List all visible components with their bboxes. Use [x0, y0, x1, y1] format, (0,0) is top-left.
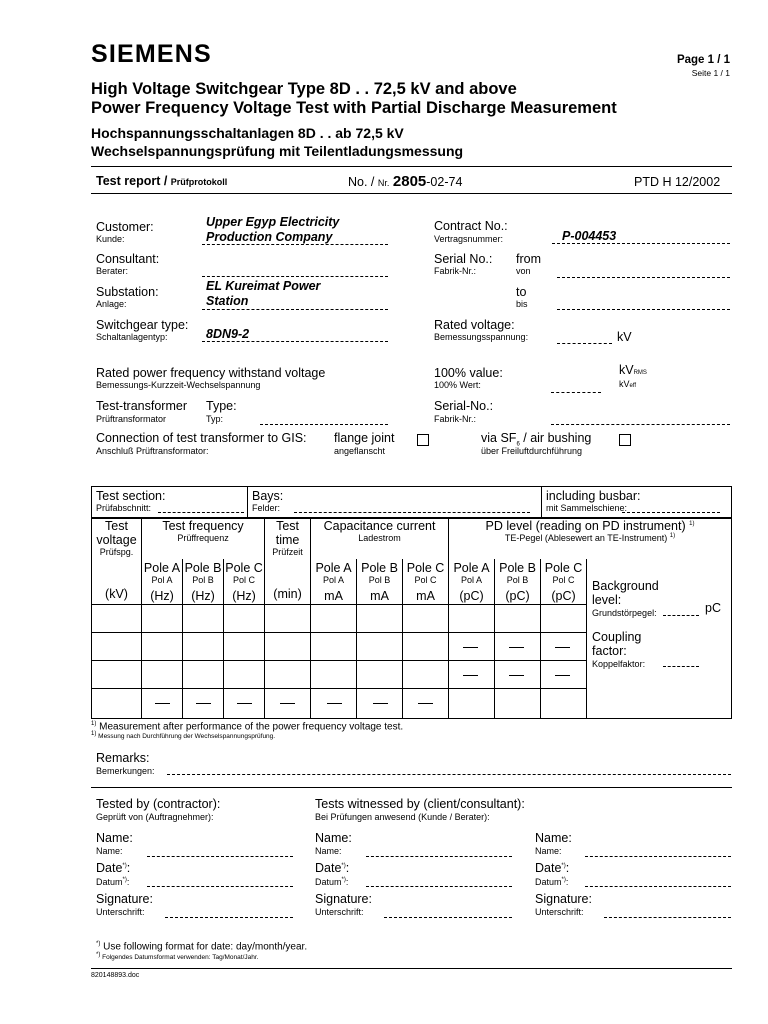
pd-pole-a: Pole A Pol A (pC) [449, 559, 495, 605]
via-label: via $SF_6$ / air bushing [481, 431, 592, 448]
substation-value-line2: Station [206, 294, 249, 308]
measurement-table [91, 518, 732, 719]
from-label: from [516, 252, 541, 266]
flange-checkbox[interactable] [417, 434, 429, 446]
flange-label-de: angeflanscht [334, 446, 386, 456]
flange-label: flange joint [334, 431, 395, 445]
connection-label: Connection of test transformer to GIS: [96, 431, 307, 445]
empty-dash [463, 647, 478, 648]
doc-filename: 820148893.doc [91, 972, 140, 979]
test-time-header: Test time Prüfzeit [265, 519, 311, 559]
customer-label-de: Kunde: [96, 234, 125, 244]
test-section-underline [158, 512, 244, 513]
busbar-underline [622, 512, 720, 513]
contract-underline [552, 243, 730, 244]
page-number: Page 1 / 1 [676, 54, 730, 66]
rated-voltage-underline [557, 343, 612, 344]
tested-by-label: Tested by (contractor): [96, 797, 221, 811]
empty-dash [155, 703, 170, 704]
date-format-note: *) Use following format for date: day/month/year. [96, 941, 308, 953]
cap-pole-b: Pole B Pol B mA [357, 559, 403, 605]
rated-pf-label-de: Bemessungs-Kurzzeit-Wechselspannung [96, 380, 261, 390]
test-section-table [91, 486, 732, 518]
signature-label-2: Signature: [315, 892, 372, 906]
empty-dash [555, 675, 570, 676]
footnote: $^{1)}$ Measurement after performance of the power frequency voltage test. [91, 721, 404, 733]
bays-underline [294, 512, 530, 513]
to-label: to [516, 285, 527, 299]
footnote-de: $^{1)}$ Messung nach Durchführung der Wechselspannungsprüfung. [91, 731, 276, 741]
customer-value-line1: Upper Egyp Electricity [206, 215, 340, 229]
date-label-3: Date*): [535, 861, 570, 875]
title-line1: High Voltage Switchgear Type 8D . . 72,5 kV and above [91, 80, 517, 98]
pd-level-header: PD level (reading on PD instrument) $^{1)}$ TE-Pegel (Ablesewert an TE-Instrument) $^{1)}$ [449, 519, 732, 559]
remarks-label-de: Bemerkungen: [96, 766, 155, 776]
remarks-underline[interactable] [167, 774, 731, 775]
rated-voltage-label-de: Bemessungsspannung: [434, 332, 529, 342]
rule [91, 787, 732, 788]
serial-label-de: Fabrik-Nr.: [434, 266, 477, 276]
test-report-label: Test report / Prüfprotokoll [96, 174, 228, 188]
name-field-3[interactable] [585, 856, 731, 857]
rule [91, 193, 732, 194]
switchgear-type-value: 8DN9-2 [206, 327, 250, 341]
busbar-cell: including busbar: mit Sammelschiene: [542, 487, 732, 518]
date-label-de-2: Datum*): [315, 877, 349, 887]
min-unit-cell: (min) [265, 559, 311, 605]
cap-pole-c: Pole C Pol C mA [403, 559, 449, 605]
empty-dash [280, 703, 295, 704]
signature-label-de-1: Unterschrift: [96, 907, 145, 917]
signature-field-2[interactable] [384, 917, 512, 918]
type-label-de: Typ: [206, 414, 224, 424]
connection-label-de: Anschluß Prüftransformator: [96, 446, 209, 456]
background-coupling-cell: Background level: Grundstörpegel: pC Coupling factor: Koppelfaktor: [587, 559, 732, 719]
tested-by-label-de: Geprüft von (Auftragnehmer): [96, 812, 214, 822]
rated-voltage-label: Rated voltage: [434, 318, 515, 332]
signature-field-3[interactable] [604, 917, 731, 918]
pd-pole-b: Pole B Pol B (pC) [495, 559, 541, 605]
date-label-1: Date*): [96, 861, 131, 875]
kv-unit-cell: (kV) [92, 559, 142, 605]
title-de-line1: Hochspannungsschaltanlagen 8D . . ab 72,5 kV [91, 125, 404, 141]
date-label-de-3: Datum*): [535, 877, 569, 887]
empty-dash [555, 647, 570, 648]
via-label-de: über Freiluftdurchführung [481, 446, 583, 456]
date-field-2[interactable] [366, 886, 512, 887]
date-format-note-de: *) Folgendes Datumsformat verwenden: Tag/Monat/Jahr. [96, 952, 259, 962]
capacitance-header: Capacitance current Ladestrom [311, 519, 449, 559]
signature-label-3: Signature: [535, 892, 592, 906]
signature-label-1: Signature: [96, 892, 153, 906]
test-transformer-label: Test-transformer [96, 399, 187, 413]
substation-label: Substation: [96, 285, 159, 299]
substation-underline [202, 309, 388, 310]
substation-value-line1: EL Kureimat Power [206, 279, 321, 293]
empty-dash [327, 703, 342, 704]
remarks-label: Remarks: [96, 751, 150, 765]
contract-label: Contract No.: [434, 219, 508, 233]
name-field-2[interactable] [366, 856, 512, 857]
page-number-de: Seite 1 / 1 [691, 68, 730, 78]
signature-label-de-3: Unterschrift: [535, 907, 584, 917]
siemens-logo: SIEMENS [91, 40, 212, 68]
name-label-de-2: Name: [315, 846, 342, 856]
to-label-de: bis [516, 299, 528, 309]
substation-label-de: Anlage: [96, 299, 127, 309]
ptd-label: PTD H 12/2002 [634, 175, 721, 189]
empty-dash [509, 675, 524, 676]
date-label-de-1: Datum*): [96, 877, 130, 887]
empty-dash [509, 647, 524, 648]
name-label-1: Name: [96, 831, 133, 845]
serial-no-label: Serial-No.: [434, 399, 494, 413]
consultant-label: Consultant: [96, 252, 160, 266]
serial-no-underline [551, 424, 730, 425]
customer-value-line2: Production Company [206, 230, 333, 244]
empty-dash [463, 675, 478, 676]
bushing-checkbox[interactable] [619, 434, 631, 446]
date-field-1[interactable] [147, 886, 293, 887]
consultant-underline [202, 276, 388, 277]
name-field-1[interactable] [147, 856, 293, 857]
test-section-cell: Test section: Prüfabschnitt: [92, 487, 248, 518]
kv-eff-unit: kVeff [619, 379, 637, 389]
rated-pf-label: Rated power frequency withstand voltage [96, 366, 326, 380]
value100-label: 100% value: [434, 366, 503, 380]
witnessed-label: Tests witnessed by (client/consultant): [315, 797, 525, 811]
name-label-2: Name: [315, 831, 352, 845]
serial-to-underline [557, 309, 730, 310]
test-transformer-label-de: Prüftransformator [96, 414, 167, 424]
bays-cell: Bays: Felder: [248, 487, 542, 518]
kv-rms-unit: kVRMS [619, 363, 647, 377]
switchgear-type-label: Switchgear type: [96, 318, 189, 332]
test-voltage-header: Test voltage Prüfspg. [92, 519, 142, 559]
consultant-label-de: Berater: [96, 266, 129, 276]
value100-underline [551, 392, 601, 393]
customer-label: Customer: [96, 220, 154, 234]
signature-field-1[interactable] [165, 917, 293, 918]
empty-dash [373, 703, 388, 704]
empty-dash [237, 703, 252, 704]
name-label-de-1: Name: [96, 846, 123, 856]
serial-label: Serial No.: [434, 252, 493, 266]
title-line2: Power Frequency Voltage Test with Partial Discharge Measurement [91, 99, 617, 117]
pd-pole-c: Pole C Pol C (pC) [541, 559, 587, 605]
freq-pole-a: Pole A Pol A (Hz) [142, 559, 183, 605]
serial-from-underline [557, 277, 730, 278]
empty-dash [418, 703, 433, 704]
type-underline [260, 424, 388, 425]
from-label-de: von [516, 266, 531, 276]
rule [91, 166, 732, 167]
contract-label-de: Vertragsnummer: [434, 234, 504, 244]
value100-label-de: 100% Wert: [434, 380, 481, 390]
rule [91, 968, 732, 969]
cap-pole-a: Pole A Pol A mA [311, 559, 357, 605]
test-frequency-header: Test frequency Prüffrequenz [142, 519, 265, 559]
switchgear-type-label-de: Schaltanlagentyp: [96, 332, 168, 342]
kv-unit: kV [617, 330, 632, 344]
date-label-2: Date*): [315, 861, 350, 875]
title-de-line2: Wechselspannungsprüfung mit Teilentladungsmessung [91, 143, 464, 159]
name-label-de-3: Name: [535, 846, 562, 856]
switchgear-underline [202, 341, 388, 342]
signature-label-de-2: Unterschrift: [315, 907, 364, 917]
witnessed-label-de: Bei Prüfungen anwesend (Kunde / Berater): [315, 812, 490, 822]
type-label: Type: [206, 399, 237, 413]
freq-pole-c: Pole C Pol C (Hz) [225, 560, 263, 603]
customer-underline [202, 244, 388, 245]
date-field-3[interactable] [585, 886, 731, 887]
empty-dash [196, 703, 211, 704]
serial-no-label-de: Fabrik-Nr.: [434, 414, 477, 424]
freq-pole-b: Pole B Pol B (Hz) [183, 559, 224, 605]
name-label-3: Name: [535, 831, 572, 845]
report-number: No. / Nr. 2805-02-74 [348, 173, 463, 190]
contract-value: P-004453 [562, 229, 617, 243]
